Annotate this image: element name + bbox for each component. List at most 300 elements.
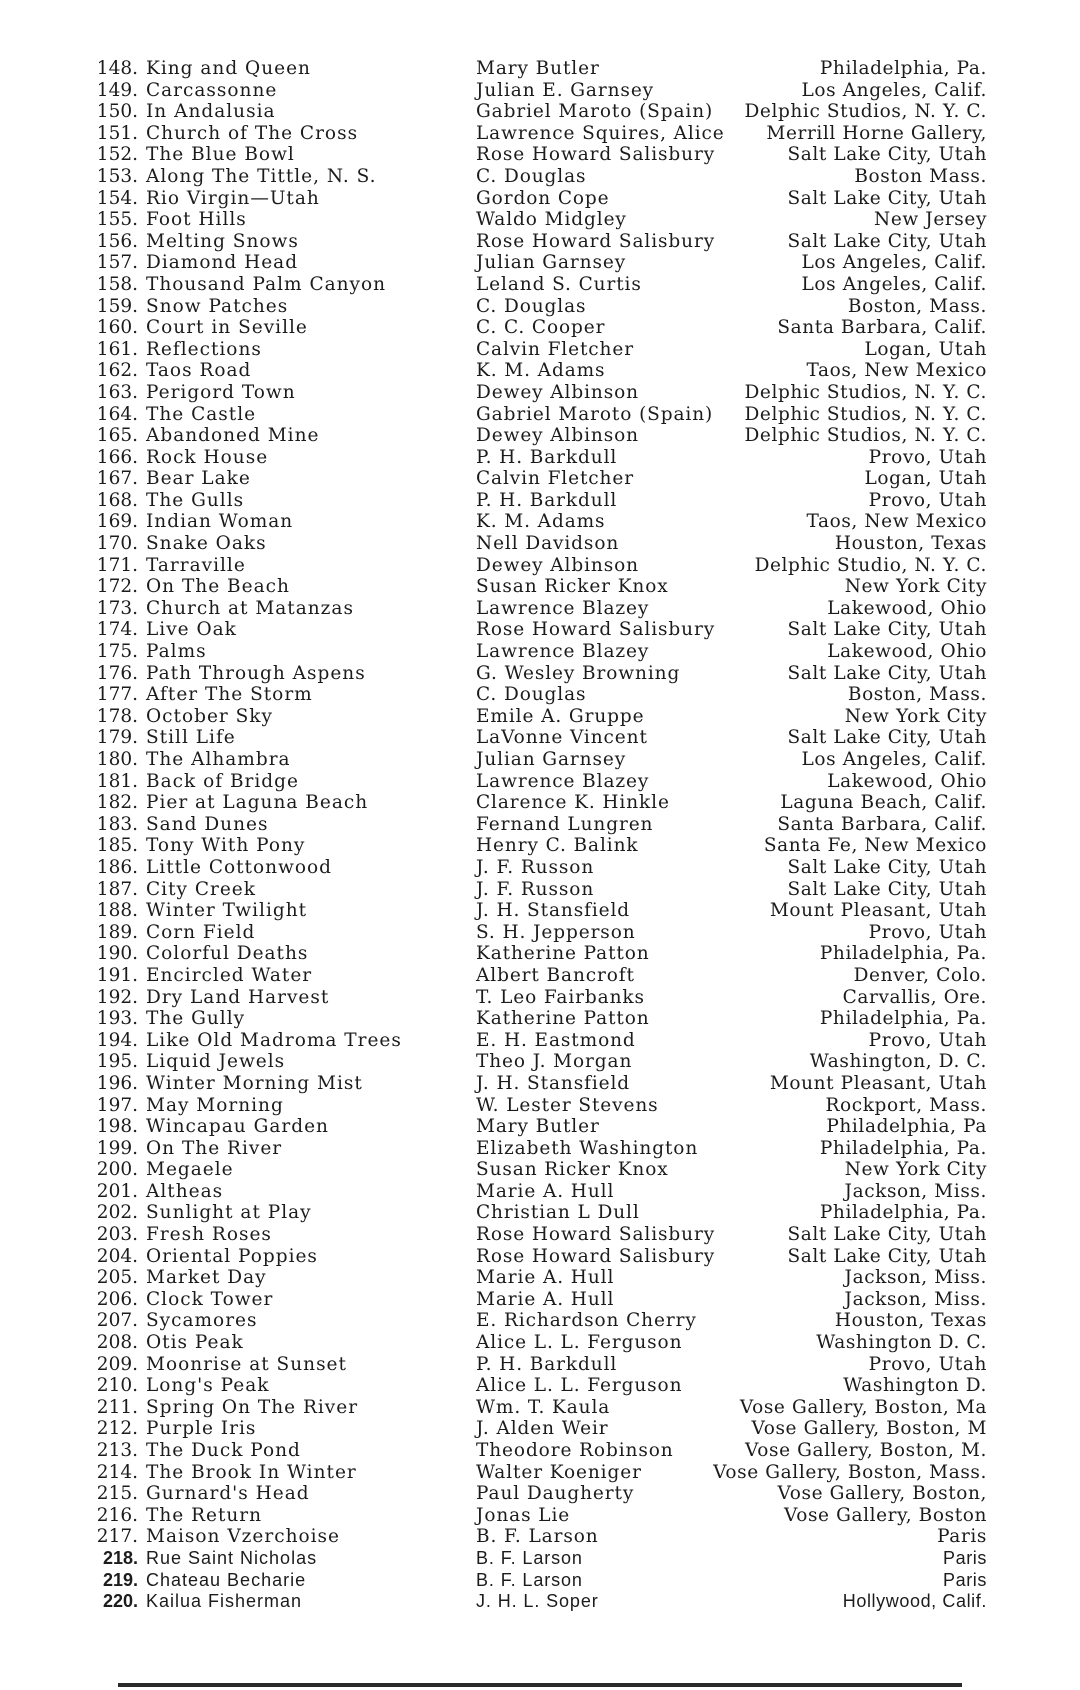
entry-number: 163. — [96, 381, 138, 403]
entry-number: 197. — [96, 1094, 138, 1116]
entry-number: 193. — [96, 1008, 138, 1030]
entry-row — [0, 1073, 1080, 1095]
artist-location: New Jersey — [874, 209, 987, 231]
artist-name: J. Alden Weir — [476, 1418, 609, 1440]
artwork-title: The Duck Pond — [146, 1440, 301, 1461]
artist-location: Delphic Studios, N. Y. C. — [744, 403, 987, 425]
entry-row — [0, 58, 1080, 80]
artist-name: P. H. Barkdull — [476, 446, 618, 468]
artwork-title: Carcassonne — [146, 79, 278, 101]
entry-number: 161. — [96, 338, 138, 360]
entry-row — [0, 1159, 1080, 1181]
artist-location: Santa Barbara, Calif. — [777, 317, 987, 339]
entry-number: 191. — [96, 964, 138, 986]
entry-row — [0, 101, 1080, 123]
entry-row — [0, 1224, 1080, 1246]
artwork-title: Kailua Fisherman — [146, 1591, 303, 1612]
artwork-title: Altheas — [146, 1180, 224, 1202]
artist-name: Henry C. Balink — [476, 835, 639, 857]
artist-location: Salt Lake City, Utah — [787, 230, 987, 252]
artist-location: Philadelphia, Pa — [826, 1116, 987, 1138]
artwork-title: Tarraville — [146, 554, 246, 576]
artwork-title: Pier at Laguna Beach — [146, 792, 369, 814]
entry-number: 177. — [96, 684, 138, 706]
artwork-title: Court in Seville — [146, 317, 308, 339]
artist-name: Wm. T. Kaula — [476, 1396, 611, 1418]
entry-list — [0, 58, 1080, 1613]
entry-row — [0, 1289, 1080, 1311]
artwork-title: On The River — [146, 1137, 283, 1159]
entry-number: 206. — [96, 1288, 138, 1310]
entry-row — [0, 1310, 1080, 1332]
artist-name: Waldo Midgley — [476, 209, 627, 231]
artist-name: C. Douglas — [476, 165, 587, 187]
entry-row — [0, 317, 1080, 339]
artwork-title: Like Old Madroma Trees — [146, 1029, 402, 1051]
artist-name: Theodore Robinson — [476, 1440, 674, 1461]
artist-location: Salt Lake City, Utah — [787, 619, 987, 641]
artwork-title: Taos Road — [146, 360, 252, 382]
entry-row — [0, 382, 1080, 404]
entry-number: 162. — [96, 360, 138, 382]
artist-location: Mount Pleasant, Utah — [769, 1072, 987, 1094]
artwork-title: Foot Hills — [146, 209, 247, 231]
artwork-title: After The Storm — [146, 684, 313, 706]
artist-location: Salt Lake City, Utah — [787, 662, 987, 684]
artwork-title: The Return — [146, 1504, 263, 1526]
artist-location: Logan, Utah — [864, 338, 987, 360]
artwork-title: Wincapau Garden — [146, 1116, 329, 1138]
artist-location: Provo, Utah — [868, 1353, 987, 1375]
artist-name: Rose Howard Salisbury — [476, 619, 716, 641]
artist-location: Taos, New Mexico — [806, 511, 987, 533]
entry-row — [0, 792, 1080, 814]
artwork-title: Rue Saint Nicholas — [146, 1547, 318, 1568]
artwork-title: Megaele — [146, 1159, 234, 1181]
artist-location: Los Angeles, Calif. — [801, 749, 987, 770]
entry-row — [0, 771, 1080, 793]
artist-name: Katherine Patton — [476, 943, 650, 965]
artist-name: Rose Howard Salisbury — [476, 144, 716, 166]
artist-name: Marie A. Hull — [476, 1180, 615, 1202]
artist-name: B. F. Larson — [476, 1547, 583, 1568]
entry-number: 157. — [96, 252, 138, 274]
artist-location: Jackson, Miss. — [844, 1267, 987, 1289]
entry-row — [0, 533, 1080, 555]
entry-number: 182. — [96, 792, 138, 814]
artist-location: Vose Gallery, Boston, M. — [744, 1440, 987, 1461]
entry-number: 180. — [96, 749, 138, 770]
artist-name: Emile A. Gruppe — [476, 705, 645, 727]
entry-number: 215. — [96, 1483, 138, 1505]
entry-number: 192. — [96, 986, 138, 1008]
artist-location: Philadelphia, Pa. — [819, 58, 987, 79]
artwork-title: Church of The Cross — [146, 122, 359, 144]
artist-name: Alice L. L. Ferguson — [476, 1332, 683, 1354]
entry-number: 167. — [96, 468, 138, 490]
artist-location: Delphic Studio, N. Y. C. — [754, 554, 987, 576]
entry-row — [0, 490, 1080, 512]
artist-location: Philadelphia, Pa. — [819, 1202, 987, 1224]
artist-name: B. F. Larson — [476, 1526, 599, 1548]
entry-number: 154. — [96, 187, 138, 209]
artist-location: Delphic Studios, N. Y. C. — [744, 381, 987, 403]
artwork-title: The Castle — [146, 403, 257, 425]
entry-number: 212. — [96, 1418, 138, 1440]
artist-name: J. H. L. Soper — [476, 1591, 599, 1612]
artist-name: Rose Howard Salisbury — [476, 1224, 716, 1246]
artwork-title: Snake Oaks — [146, 533, 267, 555]
artwork-title: Little Cottonwood — [146, 856, 332, 878]
artist-name: E. H. Eastmond — [476, 1029, 636, 1051]
artwork-title: On The Beach — [146, 576, 290, 598]
artist-name: Christian L Dull — [476, 1202, 640, 1224]
artist-name: Fernand Lungren — [476, 813, 654, 835]
artist-name: Leland S. Curtis — [476, 273, 642, 295]
artist-name: J. F. Russon — [476, 878, 595, 900]
artist-location: Salt Lake City, Utah — [787, 878, 987, 900]
entry-row — [0, 123, 1080, 145]
artist-location: Lakewood, Ohio — [827, 641, 987, 663]
artist-name: Lawrence Blazey — [476, 641, 650, 663]
entry-row — [0, 1483, 1080, 1505]
entry-number: 213. — [96, 1440, 138, 1461]
artist-name: P. H. Barkdull — [476, 489, 618, 511]
entry-number: 214. — [96, 1461, 138, 1483]
artwork-title: May Morning — [146, 1094, 284, 1116]
artist-name: Calvin Fletcher — [476, 468, 634, 490]
entry-row — [0, 857, 1080, 879]
entry-row — [0, 425, 1080, 447]
entry-number: 151. — [96, 122, 138, 144]
artist-name: Mary Butler — [476, 1116, 600, 1138]
entry-number: 219. — [102, 1569, 138, 1590]
entry-row — [0, 749, 1080, 771]
artist-location: Salt Lake City, Utah — [787, 187, 987, 209]
artist-name: Calvin Fletcher — [476, 338, 634, 360]
artist-name: Rose Howard Salisbury — [476, 230, 716, 252]
entry-row — [0, 296, 1080, 318]
artist-name: Alice L. L. Ferguson — [476, 1375, 683, 1397]
artist-location: Houston, Texas — [834, 1310, 987, 1332]
entry-number: 220. — [102, 1591, 138, 1612]
entry-row — [0, 1570, 1080, 1592]
entry-number: 210. — [96, 1375, 138, 1397]
artist-name: Albert Bancroft — [476, 964, 635, 986]
entry-row — [0, 1116, 1080, 1138]
entry-row — [0, 468, 1080, 490]
artwork-title: Path Through Aspens — [146, 662, 366, 684]
entry-row — [0, 814, 1080, 836]
artist-location: Philadelphia, Pa. — [819, 1008, 987, 1030]
entry-number: 200. — [96, 1159, 138, 1181]
artist-name: Dewey Albinson — [476, 381, 639, 403]
entry-number: 155. — [96, 209, 138, 231]
entry-number: 156. — [96, 230, 138, 252]
artist-location: Paris — [942, 1569, 987, 1590]
artist-location: Boston, Mass. — [847, 295, 987, 317]
artwork-title: Winter Twilight — [146, 900, 308, 922]
entry-number: 187. — [96, 878, 138, 900]
artwork-title: Palms — [146, 641, 207, 663]
artist-name: T. Leo Fairbanks — [476, 986, 645, 1008]
entry-row — [0, 1591, 1080, 1613]
artist-name: Dewey Albinson — [476, 425, 639, 447]
entry-row — [0, 1418, 1080, 1440]
artist-name: Gordon Cope — [476, 187, 610, 209]
entry-row — [0, 1354, 1080, 1376]
artist-location: Provo, Utah — [868, 489, 987, 511]
artwork-title: Spring On The River — [146, 1396, 359, 1418]
entry-number: 171. — [96, 554, 138, 576]
artist-name: B. F. Larson — [476, 1569, 583, 1590]
artist-name: Julian E. Garnsey — [476, 79, 655, 101]
artist-location: Jackson, Miss. — [844, 1180, 987, 1202]
artwork-title: Winter Morning Mist — [146, 1072, 363, 1094]
artist-location: Philadelphia, Pa. — [819, 943, 987, 965]
artist-name: J. F. Russon — [476, 856, 595, 878]
artist-location: Mount Pleasant, Utah — [769, 900, 987, 922]
artist-location: Delphic Studios, N. Y. C. — [744, 425, 987, 447]
artist-name: Clarence K. Hinkle — [476, 792, 670, 814]
entry-number: 207. — [96, 1310, 138, 1332]
artwork-title: Back of Bridge — [146, 770, 299, 792]
entry-number: 195. — [96, 1051, 138, 1073]
artist-name: Elizabeth Washington — [476, 1137, 699, 1159]
entry-number: 205. — [96, 1267, 138, 1289]
artwork-title: Bear Lake — [146, 468, 251, 490]
entry-number: 176. — [96, 662, 138, 684]
artist-name: Susan Ricker Knox — [476, 576, 669, 598]
entry-number: 202. — [96, 1202, 138, 1224]
artist-location: Houston, Texas — [834, 533, 987, 555]
entry-number: 150. — [96, 101, 138, 123]
entry-row — [0, 80, 1080, 102]
entry-number: 178. — [96, 705, 138, 727]
artwork-title: Rio Virgin—Utah — [146, 187, 320, 209]
artist-location: New York City — [844, 705, 987, 727]
artist-name: Paul Daugherty — [476, 1483, 635, 1505]
entry-row — [0, 641, 1080, 663]
entry-number: 173. — [96, 597, 138, 619]
entry-row — [0, 727, 1080, 749]
artwork-title: Abandoned Mine — [146, 425, 320, 447]
artist-location: Logan, Utah — [864, 468, 987, 490]
artwork-title: Sycamores — [146, 1310, 258, 1332]
artwork-title: In Andalusia — [146, 101, 276, 123]
artist-location: Paris — [937, 1526, 987, 1548]
entry-number: 149. — [96, 79, 138, 101]
entry-row — [0, 1008, 1080, 1030]
entry-number: 194. — [96, 1029, 138, 1051]
artist-location: Provo, Utah — [868, 1029, 987, 1051]
entry-number: 185. — [96, 835, 138, 857]
artwork-title: Liquid Jewels — [146, 1051, 286, 1073]
artist-location: Salt Lake City, Utah — [787, 1245, 987, 1267]
entry-number: 199. — [96, 1137, 138, 1159]
entry-row — [0, 706, 1080, 728]
entry-row — [0, 360, 1080, 382]
artist-location: New York City — [844, 576, 987, 598]
entry-row — [0, 598, 1080, 620]
entry-row — [0, 166, 1080, 188]
artist-location: Carvallis, Ore. — [842, 986, 987, 1008]
artist-location: Los Angeles, Calif. — [801, 79, 987, 101]
artist-location: Washington D. — [843, 1375, 987, 1397]
artwork-title: Sunlight at Play — [146, 1202, 312, 1224]
entry-number: 174. — [96, 619, 138, 641]
entry-number: 186. — [96, 856, 138, 878]
entry-row — [0, 879, 1080, 901]
artist-name: J. H. Stansfield — [476, 900, 631, 922]
artist-location: Vose Gallery, Boston, Mass. — [713, 1461, 987, 1483]
entry-number: 160. — [96, 317, 138, 339]
artist-name: Nell Davidson — [476, 533, 620, 555]
entry-number: 211. — [96, 1396, 138, 1418]
artist-name: Theo J. Morgan — [476, 1051, 633, 1073]
artwork-title: Colorful Deaths — [146, 943, 309, 965]
artist-name: J. H. Stansfield — [476, 1072, 631, 1094]
entry-row — [0, 900, 1080, 922]
artist-location: Provo, Utah — [868, 446, 987, 468]
entry-number: 168. — [96, 489, 138, 511]
entry-row — [0, 209, 1080, 231]
artwork-title: Long's Peak — [146, 1375, 270, 1397]
artwork-title: Otis Peak — [146, 1332, 244, 1354]
entry-number: 181. — [96, 770, 138, 792]
artist-location: Rockport, Mass. — [825, 1094, 987, 1116]
entry-row — [0, 1267, 1080, 1289]
artist-name: W. Lester Stevens — [476, 1094, 659, 1116]
entry-number: 209. — [96, 1353, 138, 1375]
artwork-title: Perigord Town — [146, 381, 296, 403]
entry-number: 170. — [96, 533, 138, 555]
artwork-title: Along The Tittle, N. S. — [146, 165, 377, 187]
artwork-title: Moonrise at Sunset — [146, 1353, 347, 1375]
entry-row — [0, 1181, 1080, 1203]
artist-name: C. C. Cooper — [476, 317, 606, 339]
artist-location: Boston, Mass. — [847, 684, 987, 706]
artist-location: Vose Gallery, Boston, M — [751, 1418, 987, 1440]
entry-number: 218. — [102, 1547, 138, 1568]
artist-location: Salt Lake City, Utah — [787, 1224, 987, 1246]
artist-location: Hollywood, Calif. — [842, 1591, 987, 1612]
entry-row — [0, 1440, 1080, 1462]
artwork-title: Sand Dunes — [146, 813, 269, 835]
artist-name: Katherine Patton — [476, 1008, 650, 1030]
artwork-title: Indian Woman — [146, 511, 294, 533]
entry-number: 153. — [96, 165, 138, 187]
entry-row — [0, 987, 1080, 1009]
artist-name: Susan Ricker Knox — [476, 1159, 669, 1181]
artwork-title: Still Life — [146, 727, 236, 749]
entry-row — [0, 511, 1080, 533]
entry-row — [0, 1397, 1080, 1419]
artist-name: E. Richardson Cherry — [476, 1310, 697, 1332]
artist-location: Boston Mass. — [854, 165, 987, 187]
entry-row — [0, 1202, 1080, 1224]
entry-row — [0, 943, 1080, 965]
artist-name: S. H. Jepperson — [476, 921, 636, 943]
artwork-title: Tony With Pony — [146, 835, 306, 857]
artwork-title: Chateau Becharie — [146, 1569, 307, 1590]
entry-number: 216. — [96, 1504, 138, 1526]
artist-location: Denver, Colo. — [853, 964, 987, 986]
artwork-title: Live Oak — [146, 619, 237, 641]
artist-name: Lawrence Squires, Alice — [476, 122, 725, 144]
artist-name: Jonas Lie — [476, 1504, 571, 1526]
entry-number: 183. — [96, 813, 138, 835]
artist-location: Paris — [942, 1547, 987, 1568]
entry-row — [0, 1246, 1080, 1268]
entry-row — [0, 684, 1080, 706]
entry-row — [0, 835, 1080, 857]
entry-number: 189. — [96, 921, 138, 943]
entry-number: 196. — [96, 1072, 138, 1094]
artist-name: Lawrence Blazey — [476, 770, 650, 792]
artist-location: Provo, Utah — [868, 921, 987, 943]
entry-number: 152. — [96, 144, 138, 166]
artist-location: Jackson, Miss. — [844, 1288, 987, 1310]
artist-name: Julian Garnsey — [476, 252, 627, 274]
artist-location: Santa Fe, New Mexico — [763, 835, 987, 857]
artist-name: Mary Butler — [476, 58, 600, 79]
entry-number: 179. — [96, 727, 138, 749]
artwork-title: The Gulls — [146, 489, 245, 511]
entry-row — [0, 274, 1080, 296]
entry-row — [0, 1505, 1080, 1527]
artwork-title: Encircled Water — [146, 964, 313, 986]
artist-location: Philadelphia, Pa. — [819, 1137, 987, 1159]
artist-location: Vose Gallery, Boston, — [777, 1483, 987, 1505]
artist-name: Walter Koeniger — [476, 1461, 642, 1483]
artist-name: Marie A. Hull — [476, 1267, 615, 1289]
artist-name: K. M. Adams — [476, 511, 606, 533]
entry-number: 190. — [96, 943, 138, 965]
artist-location: Taos, New Mexico — [806, 360, 987, 382]
artwork-title: Market Day — [146, 1267, 267, 1289]
artist-location: Washington D. C. — [816, 1332, 987, 1354]
bottom-rule — [118, 1683, 962, 1687]
artist-location: Lakewood, Ohio — [827, 770, 987, 792]
artwork-title: Dry Land Harvest — [146, 986, 330, 1008]
artwork-title: Diamond Head — [146, 252, 299, 274]
entry-row — [0, 619, 1080, 641]
entry-row — [0, 922, 1080, 944]
entry-number: 208. — [96, 1332, 138, 1354]
entry-row — [0, 965, 1080, 987]
entry-number: 204. — [96, 1245, 138, 1267]
artist-name: Julian Garnsey — [476, 749, 627, 770]
artist-location: Vose Gallery, Boston, Ma — [739, 1396, 987, 1418]
artist-location: Washington, D. C. — [809, 1051, 987, 1073]
entry-row — [0, 1462, 1080, 1484]
artist-name: Lawrence Blazey — [476, 597, 650, 619]
entry-number: 165. — [96, 425, 138, 447]
artist-location: Laguna Beach, Calif. — [780, 792, 987, 814]
artist-name: Marie A. Hull — [476, 1288, 615, 1310]
artist-name: C. Douglas — [476, 295, 587, 317]
entry-row — [0, 144, 1080, 166]
entry-row — [0, 1051, 1080, 1073]
entry-row — [0, 231, 1080, 253]
artist-location: Los Angeles, Calif. — [801, 273, 987, 295]
artist-location: Salt Lake City, Utah — [787, 144, 987, 166]
entry-row — [0, 555, 1080, 577]
artist-location: Los Angeles, Calif. — [801, 252, 987, 274]
artist-location: Lakewood, Ohio — [827, 597, 987, 619]
artwork-title: Oriental Poppies — [146, 1245, 318, 1267]
